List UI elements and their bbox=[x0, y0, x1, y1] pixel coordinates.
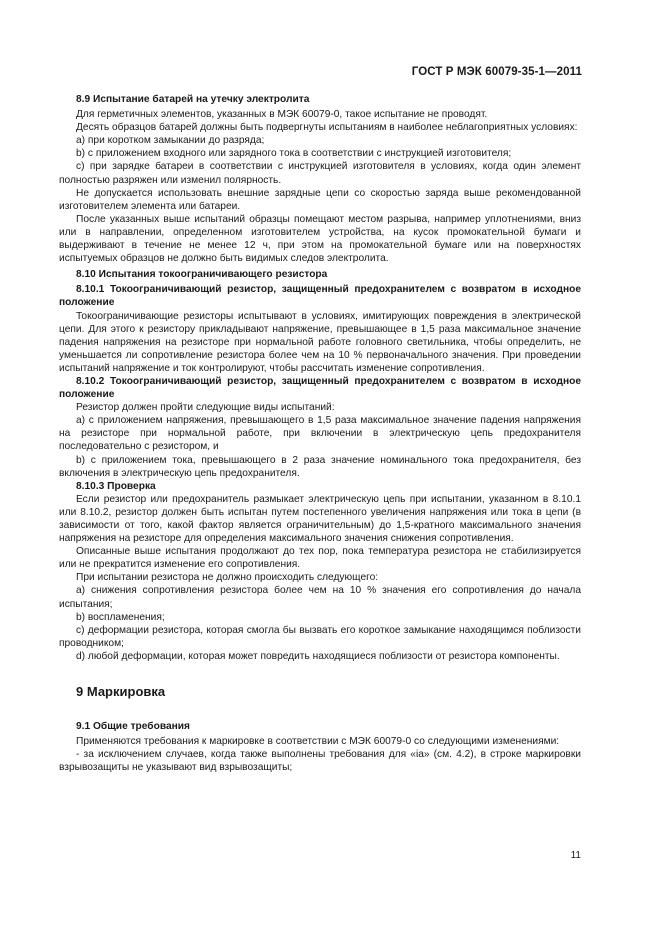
paragraph: После указанных выше испытаний образцы помещают местом разрыва, например уплотнениями, вниз или в направлении, определенном изготовителем устройства, на кусок промокательной бумаги и выдерживают в течение не менее 12 ч, при этом на промокательной бумаге или на поверхностях испытуемых образцов не должно быть видимых следов электролита. bbox=[59, 213, 581, 265]
list-item: c) деформации резистора, которая смогла бы вызвать его короткое замыкание находящимся поблизости проводником; bbox=[59, 624, 581, 649]
list-item: b) с приложением входного или зарядного тока в соответствии с инструкцией изготовителя; bbox=[76, 148, 512, 160]
paragraph: Если резистор или предохранитель размыкает электрическую цепь при испытании, указанном в 8.10.1 или 8.10.2, резистор должен быть испытан путем постепенного увеличения напряжения или тока в цепи (в зависимости от того, какой фактор является ограничительным) до 1,5-кратного максимального значения напряжения на резисторе для определения максимального значения снижения сопротивления. bbox=[59, 493, 581, 545]
list-item: c) при зарядке батареи в соответствии с инструкцией изготовителя в условиях, когда один элемент полностью разряжен или изменил полярность. bbox=[59, 161, 581, 186]
paragraph: Применяются требования к маркировке в соответствии с МЭК 60079-0 со следующими изменениями: bbox=[76, 736, 560, 748]
paragraph: Токоограничивающие резисторы испытывают в условиях, имитирующих повреждения в электрической цепи. Для этого к резистору прикладывают напряжение, превышающее в 1,5 раза максимальное значение падения напряжения на резисторе при нормальной работе головного светильника, чтобы определить, не уменьшается ли сопротивление резистора более чем на 10 % первоначального значения. При проведении испытаний напряжение и ток контролируют, чтобы рассчитать изменение сопротивления. bbox=[59, 310, 581, 374]
section-8-10-3-title: 8.10.3 Проверка bbox=[76, 480, 156, 492]
section-9-1-title: 9.1 Общие требования bbox=[76, 721, 190, 733]
list-item: b) воспламенения; bbox=[76, 611, 165, 623]
paragraph: При испытании резистора не должно происходить следующего: bbox=[76, 572, 379, 584]
section-9-title: 9 Маркировка bbox=[76, 684, 166, 700]
list-item: а) при коротком замыкании до разряда; bbox=[76, 135, 265, 147]
list-item: b) с приложением тока, превышающего в 2 раза значение номинального тока предохранителя, без включения в электрическую цепь предохранителя. bbox=[59, 454, 581, 479]
paragraph: Резистор должен пройти следующие виды испытаний: bbox=[76, 402, 335, 414]
list-item: - за исключением случаев, когда также выполнены требования для «ia» (см. 4.2), в строке маркировки взрывозащиты не указывают вид взрывозащиты; bbox=[59, 749, 581, 774]
list-item: d) любой деформации, которая может повредить находящиеся поблизости от резистора компоненты. bbox=[76, 650, 560, 662]
paragraph: Описанные выше испытания продолжают до тех пор, пока температура резистора не стабилизируется или не прекратится изменение его сопротивления. bbox=[59, 546, 581, 571]
section-8-10-title: 8.10 Испытания токоограничивающего резистора bbox=[76, 269, 328, 281]
section-8-10-1-title: 8.10.1 Токоограничивающий резистор, защищенный предохранителем с возвратом в исходное положение bbox=[59, 284, 581, 309]
page-number: 11 bbox=[570, 850, 581, 861]
document-header: ГОСТ Р МЭК 60079-35-1—2011 bbox=[411, 66, 582, 78]
document-body bbox=[59, 93, 581, 775]
paragraph: Для герметичных элементов, указанных в МЭК 60079-0, такое испытание не проводят. bbox=[76, 109, 488, 121]
list-item: а) с приложением напряжения, превышающего в 1,5 раза максимальное значение падения напряжения на резисторе при нормальной работе, при включении в электрическую цепь предохранителя последовательно с резистором, и bbox=[59, 415, 581, 453]
paragraph: Не допускается использовать внешние зарядные цепи со скоростью заряда выше рекомендованной изготовителем элемента или батареи. bbox=[59, 187, 581, 212]
section-8-9-title: 8.9 Испытание батарей на утечку электролита bbox=[76, 94, 310, 105]
section-8-10-2-title: 8.10.2 Токоограничивающий резистор, защищенный предохранителем c возвратом в исходное положение bbox=[59, 375, 581, 401]
list-item: а) снижения сопротивления резистора более чем на 10 % значения его сопротивления до начала испытания; bbox=[59, 585, 581, 610]
paragraph: Десять образцов батарей должны быть подвергнуты испытаниям в наиболее неблагоприятных условиях: bbox=[76, 122, 578, 134]
